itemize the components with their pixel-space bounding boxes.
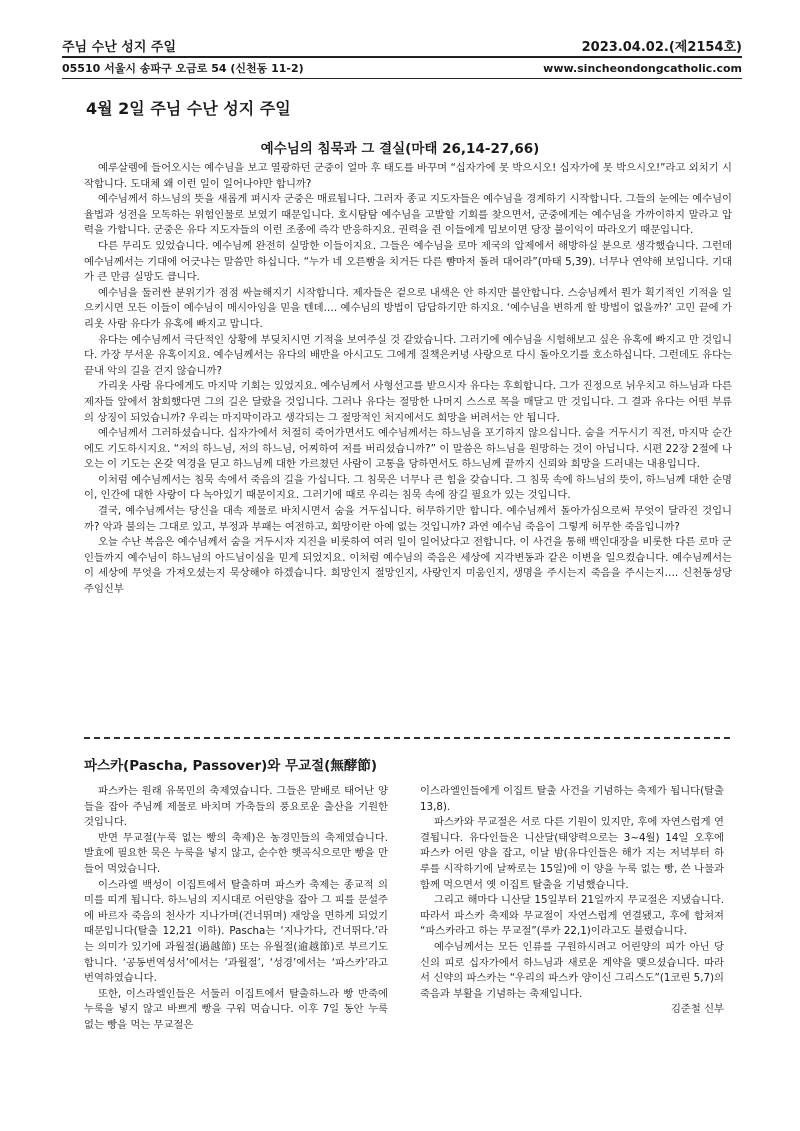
article-paragraph: 예수님께서는 모든 인류를 구원하시려고 어린양의 피가 아닌 당신의 피로 십자가에서 하느님과 새로운 계약을 맺으셨습니다. 따라서 신약의 파스카는 “우리의 파스카 양이신 그리스도”(1코린 5,7)의 죽음과 부활을 기념하는 축제입니다. (420, 940, 724, 1000)
article-paragraph: 파스카는 원래 유목민의 축제였습니다. 그들은 맏배로 태어난 양들을 잡아 주님께 제물로 바치며 가축들의 풍요로운 출산을 기원한 것입니다. (84, 785, 388, 829)
page-title: 4월 2일 주님 수난 성지 주일 (86, 99, 291, 118)
bulletin-subheader (62, 60, 742, 76)
issue-date: 2023.04.02.(제2154호) (581, 39, 742, 55)
subheader-divider (62, 78, 742, 79)
article-column-right (420, 784, 724, 1018)
article-paragraph: 그리고 해마다 니산달 15일부터 21일까지 무교절은 지냈습니다. 따라서 파스카 축제와 무교절이 자연스럽게 연결됐고, 후에 합쳐져 “파스카라고 하는 무교절”(루카 22,1)이라고도 불렸습니다. (420, 894, 724, 938)
article-title: 예수님의 침묵과 그 결실(마태 26,14-27,66) (260, 141, 540, 157)
bulletin-title: 주님 수난 성지 주일 (62, 39, 177, 55)
parish-address: 05510 서울시 송파구 오금로 54 (신천동 11-2) (62, 62, 304, 75)
section-divider (84, 737, 730, 739)
article-paragraph: 결국, 예수님께서는 당신을 대속 제물로 바치시면서 숨을 거두십니다. 허무하기만 합니다. 예수님께서 돌아가심으로써 무엇이 달라진 것입니까? 악과 불의는 그대로 있고, 부정과 부패는 여전하고, 희망이란 아예 없는 것입니까? 과연 예수님 죽음이 그렇게 허무한 죽음입니까? (84, 505, 732, 533)
header-divider (62, 56, 742, 58)
article-paragraph: 파스카와 무교절은 서로 다른 기원이 있지만, 후에 자연스럽게 연결됩니다. 유다인들은 니산달(태양력으로는 3~4월) 14일 오후에 파스카 어린 양을 잡고, 이날 밤(유다인들은 해가 지는 저녁부터 하루를 시작하기에 날짜로는 15일)에 이 양을 누룩 없는 빵, 쓴 나물과 함께 먹으면서 옛 이집트 탈출을 기념했습니다. (420, 816, 724, 891)
article-title: 파스카(Pascha, Passover)와 무교절(無酵節) (84, 758, 377, 774)
article-paragraph: 예루살렘에 들어오시는 예수님을 보고 열광하던 군중이 얼마 후 태도를 바꾸며 “십자가에 못 박으시오! 십자가에 못 박으시오!”라고 외치기 시작합니다. 도대체 왜 이런 일이 일어나야만 합니까? (84, 162, 732, 190)
bulletin-header (62, 36, 742, 54)
website-link[interactable]: www.sincheondongcatholic.com (543, 61, 742, 75)
article-paragraph: 예수님께서 하느님의 뜻을 새롭게 펴시자 군중은 매료됩니다. 그러자 종교 지도자들은 예수님을 경계하기 시작합니다. 그들의 눈에는 예수님이 율법과 성전을 모독하는 위험인물로 보였기 때문입니다. 호시탐탐 예수님을 고발할 기회를 찾으면서, 군중에게는 예수님을 가까이하지 말라고 압력을 가합니다. 군중은 유다 지도자들의 이런 조종에 즉각 반응하지요. 권력을 쥔 이들에게 밉보이면 당장 불이익이 따라오기 때문입니다. (84, 193, 732, 237)
article-paragraph: 또한, 이스라엘인들은 서둘러 이집트에서 탈출하느라 빵 반죽에 누룩을 넣지 않고 바쁘게 빵을 구워 먹습니다. 이후 7일 동안 누룩 없는 빵을 먹는 무교절은 (84, 987, 388, 1031)
article-paragraph: 이스라엘인들에게 이집트 탈출 사건을 기념하는 축제가 됩니다(탈출 13,8). (420, 785, 724, 813)
article-paragraph: 예수님께서 그러하셨습니다. 십자가에서 처절히 죽어가면서도 예수님께서는 하느님을 포기하지 않으십니다. 숨을 거두시기 직전, 마지막 순간에도 기도하시지요. “저의 하느님, 저의 하느님, 어찌하여 저를 버리셨습니까?” 이 말씀은 하느님을 원망하는 것이 아닙니다. 시편 22장 2절에 나오는 이 기도는 온갖 역경을 딛고 하느님께 대한 가르쳤던 사람이 고통을 당하면서도 하느님께 끝까지 신뢰와 희망을 드러내는 내용입니다. (84, 427, 732, 471)
article-paragraph: 유다는 예수님께서 극단적인 상황에 부딪치시면 기적을 보여주실 것 같았습니다. 그러기에 예수님을 시험해보고 싶은 유혹에 빠지고 만 것입니다. 가장 무서운 유혹이지요. 예수님께서는 유다의 배반을 아시고도 그에게 질책은커녕 사랑으로 다시 돌아오기를 호소하십니다. 그런데도 유다는 끝내 악의 길을 걷지 않습니까? (84, 333, 732, 377)
article-paragraph: 예수님을 둘러싼 분위기가 점점 싸늘해지기 시작합니다. 제자들은 겉으로 내색은 안 하지만 불안합니다. 스승님께서 뭔가 획기적인 기적을 일으키시면 모든 이들이 예수님이 메시아임을 믿을 텐데…. 예수님의 방법이 답답하기만 하지요. ‘예수님을 변하게 할 방법이 없을까?’ 고민 끝에 가리옷 사람 유다가 유혹에 빠지고 맙니다. (84, 286, 732, 330)
article-paragraph: 다른 무리도 있었습니다. 예수님께 완전히 실망한 이들이지요. 그들은 예수님을 로마 제국의 압제에서 해방하실 분으로 생각했습니다. 그런데 예수님께서는 기대에 어긋나는 말씀만 하십니다. “누가 네 오른빰을 치거든 다른 뺨마저 돌려 대어라”(마태 5,39). 너무나 연약해 보입니다. 기대가 큰 만큼 실망도 큽니다. (84, 239, 732, 284)
article-paragraph: 이처럼 예수님께서는 침묵 속에서 죽음의 길을 가십니다. 그 침묵은 너무나 큰 힘을 갖습니다. 그 침묵 속에 하느님의 뜻이, 하느님께 대한 순명이, 인간에 대한 사랑이 다 녹아있기 때문이지요. 그러기에 때로 우리는 침묵 속에 잠길 필요가 있는 것입니다. (84, 473, 732, 502)
article-paragraph: 오늘 수난 복음은 예수님께서 숨을 거두시자 지진을 비롯하여 여러 일이 일어났다고 전합니다. 이 사건을 통해 백인대장을 비롯한 다른 로마 군인들까지 예수님이 하느님의 아드님이심을 믿게 되었지요. 이처럼 예수님의 죽음은 세상에 지각변동과 같은 이변을 일으켰습니다. 예수님께서는 이 세상에 무엇을 가져오셨는지 묵상해야 하겠습니다. 희망인지 절망인지, 사랑인지 미움인지, 생명을 주시는지 죽음을 주시는지…. 신천동성당 주임신부 (84, 536, 732, 596)
article-body (84, 161, 732, 598)
author-signature: 김준철 신부 (670, 1003, 724, 1016)
article-column-left (84, 784, 388, 1034)
article-paragraph: 이스라엘 백성이 이집트에서 탈출하며 파스카 축제는 종교적 의미를 띠게 됩니다. 하느님의 지시대로 어린양을 잡아 그 피를 문설주에 바르자 죽음의 천사가 지나가며(건너뛰며) 재앙을 면하게 되었기 때문입니다(탈출 12,21 이하). Pascha는 ‘지나가다, 건너뛰다.’라는 의미가 있기에 과월절(過越節) 또는 유월절(逾越節)로 부르기도 합니다. ‘공동번역성서’에서는 ‘과월절’, ‘성경’에서는 ‘파스카’라고 번역하였습니다. (84, 878, 388, 985)
article-paragraph: 반면 무교절(누룩 없는 빵의 축제)은 농경민들의 축제였습니다. 발효에 필요한 묵은 누룩을 넣지 않고, 순수한 햇곡식으로만 빵을 만들어 먹었습니다. (84, 831, 388, 875)
article-paragraph: 가리옷 사람 유다에게도 마지막 기회는 있었지요. 예수님께서 사형선고를 받으시자 유다는 후회합니다. 그가 진정으로 뉘우치고 하느님과 다른 제자들 앞에서 참회했다면 그의 길은 달랐을 것입니다. 그러나 유다는 절망한 나머지 스스로 목을 매달고 만 것입니다. 그 결과 유다는 어떤 부류의 상징이 되었습니까? 우리는 마지막이라고 생각되는 그 절망적인 처지에서도 희망을 버려서는 안 됩니다. (84, 380, 732, 424)
